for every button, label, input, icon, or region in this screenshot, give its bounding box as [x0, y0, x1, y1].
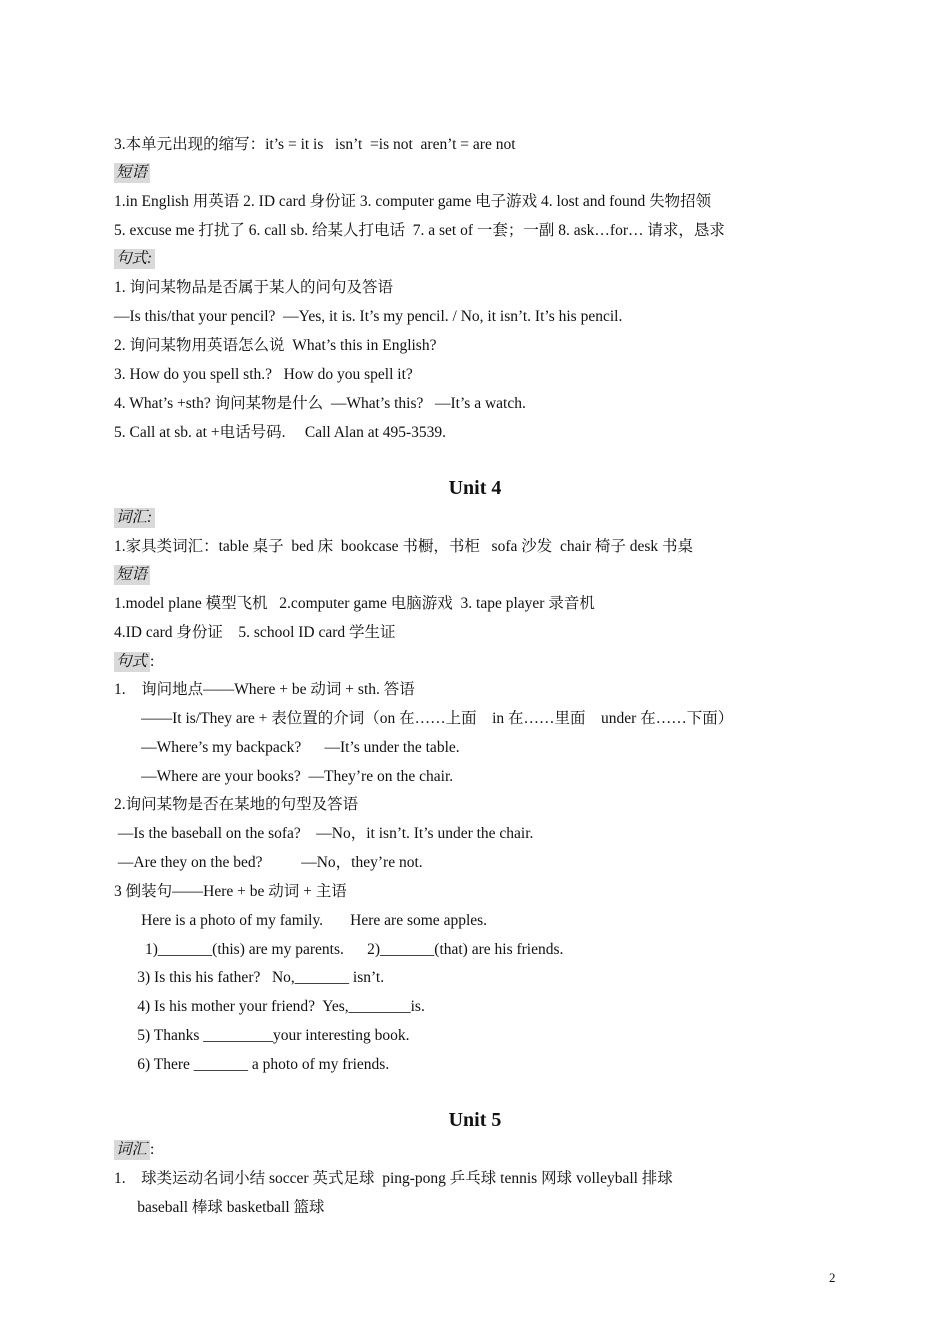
exercise-line: 6) There _______ a photo of my friends. [114, 1056, 390, 1073]
exercise-line: 3) Is this his father? No,_______ isn’t. [114, 969, 385, 986]
exercise-line: 1)_______(this) are my parents. 2)_______(that) are his friends. [114, 941, 564, 958]
sentence-line: ——It is/They are + 表位置的介词（on 在……上面 in 在……里面 under 在……下面） [114, 710, 734, 727]
page-number: 2 [829, 1270, 836, 1285]
phrase-line: 5. excuse me 打扰了 6. call sb. 给某人打电话 7. a set of 一套；一副 8. ask…for… 请求，恳求 [114, 222, 725, 239]
vocab-tag: 词汇 : [116, 1141, 155, 1158]
sentence-line: 1. 询问某物品是否属于某人的问句及答语 [114, 279, 394, 296]
sentence-line: —Is the baseball on the sofa? —No，it isn’t. It’s under the chair. [114, 825, 534, 842]
sentence-line: 5. Call at sb. at +电话号码. Call Alan at 495-3539. [114, 424, 447, 441]
sentences-tag: 句式: [114, 249, 155, 269]
abbrev-line: 3.本单元出现的缩写：it’s = it is isn’t =is not aren’t = are not [114, 136, 516, 153]
sentences-tag: 句式 : [116, 653, 155, 670]
sentence-line: 2.询问某物是否在某地的句型及答语 [114, 796, 359, 813]
vocab-line: 1. 球类运动名词小结 soccer 英式足球 ping-pong 乒乓球 tennis 网球 volleyball 排球 [114, 1170, 673, 1187]
phrases-tag: 短语 [114, 163, 150, 183]
phrase-line: 1.model plane 模型飞机 2.computer game 电脑游戏 3. tape player 录音机 [114, 595, 595, 612]
phrase-line: 1.in English 用英语 2. ID card 身份证 3. computer game 电子游戏 4. lost and found 失物招领 [114, 193, 712, 210]
unit-4-heading: Unit 4 [448, 477, 502, 499]
sentence-line: —Is this/that your pencil? —Yes, it is. It’s my pencil. / No, it isn’t. It’s his pencil. [114, 308, 623, 325]
vocab-line: baseball 棒球 basketball 篮球 [114, 1199, 325, 1216]
phrases-tag: 短语 [114, 565, 150, 585]
sentence-line: Here is a photo of my family. Here are some apples. [114, 912, 488, 929]
sentence-line: 1. 询问地点——Where + be 动词 + sth. 答语 [114, 681, 415, 698]
sentence-line: —Are they on the bed? —No，they’re not. [114, 854, 423, 871]
phrase-line: 4.ID card 身份证 5. school ID card 学生证 [114, 624, 396, 641]
vocab-tag: 词汇: [114, 508, 155, 528]
sentence-line: —Where are your books? —They’re on the chair. [114, 768, 454, 785]
vocab-line: 1.家具类词汇：table 桌子 bed 床 bookcase 书橱，书柜 sofa 沙发 chair 椅子 desk 书桌 [114, 538, 694, 555]
exercise-line: 5) Thanks _________your interesting book. [114, 1027, 410, 1044]
unit-5-heading: Unit 5 [448, 1109, 502, 1131]
sentence-line: 2. 询问某物用英语怎么说 What’s this in English? [114, 337, 437, 354]
sentence-line: —Where’s my backpack? —It’s under the table. [114, 739, 460, 756]
sentence-line: 4. What’s +sth? 询问某物是什么 —What’s this? —It’s a watch. [114, 395, 526, 412]
exercise-line: 4) Is his mother your friend? Yes,________is. [114, 998, 425, 1015]
sentence-line: 3. How do you spell sth.? How do you spell it? [114, 366, 413, 383]
sentence-line: 3 倒装句——Here + be 动词 + 主语 [114, 883, 347, 900]
